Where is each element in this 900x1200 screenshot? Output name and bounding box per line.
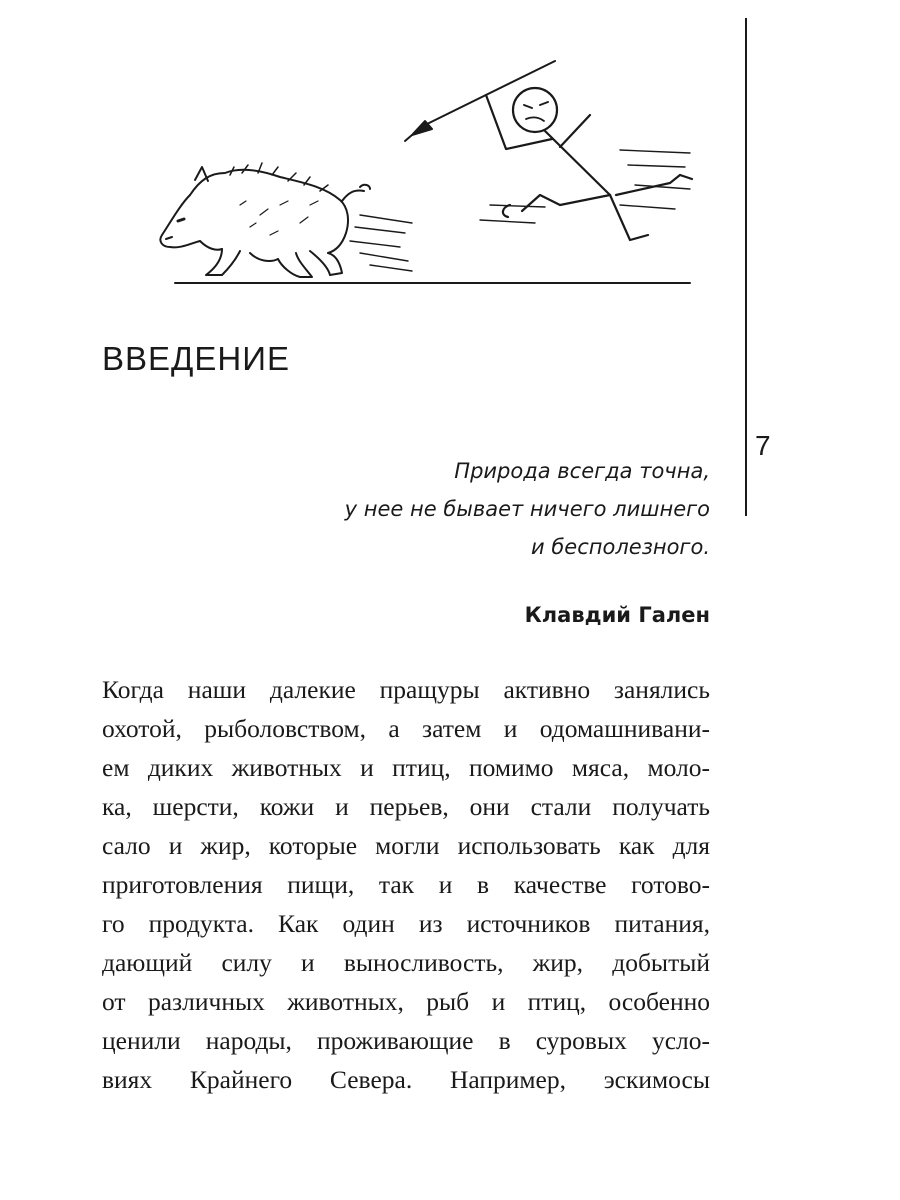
body-line: ка, шерсти, кожи и перьев, они стали получать (102, 792, 710, 821)
boar-icon (160, 163, 370, 277)
body-line: от различных животных, рыб и птиц, особенно (102, 987, 710, 1016)
body-line: ценили народы, проживающие в суровых усло- (102, 1026, 710, 1055)
page-margin-rule (745, 18, 747, 516)
body-line: сало и жир, которые могли использовать как для (102, 831, 710, 860)
body-line: виях Крайнего Севера. Например, эскимосы (102, 1065, 710, 1094)
hunter-figure-icon (486, 88, 692, 240)
body-line: дающий силу и выносливость, жир, добытый (102, 948, 710, 977)
epigraph-line: и бесполезного. (531, 535, 710, 559)
boar-hunt-illustration (150, 55, 695, 290)
chapter-title: ВВЕДЕНИЕ (102, 340, 290, 377)
body-paragraph (102, 670, 710, 1099)
body-line: го продукта. Как один из источников питания, (102, 909, 710, 938)
epigraph-quote (250, 452, 710, 566)
spear-icon (405, 61, 555, 141)
body-line: охотой, рыболовством, а затем и одомашнивани- (102, 714, 710, 743)
epigraph-line: у нее не бывает ничего лишнего (344, 497, 710, 521)
epigraph-line: Природа всегда точна, (454, 459, 710, 483)
body-line: приготовления пищи, так и в качестве готово- (102, 870, 710, 899)
boar-speed-lines (350, 215, 412, 271)
epigraph-author: Клавдий Гален (524, 603, 710, 627)
body-line: ем диких животных и птиц, помимо мяса, моло- (102, 753, 710, 782)
page-number: 7 (755, 430, 771, 461)
body-line: Когда наши далекие пращуры активно занялись (102, 675, 710, 704)
